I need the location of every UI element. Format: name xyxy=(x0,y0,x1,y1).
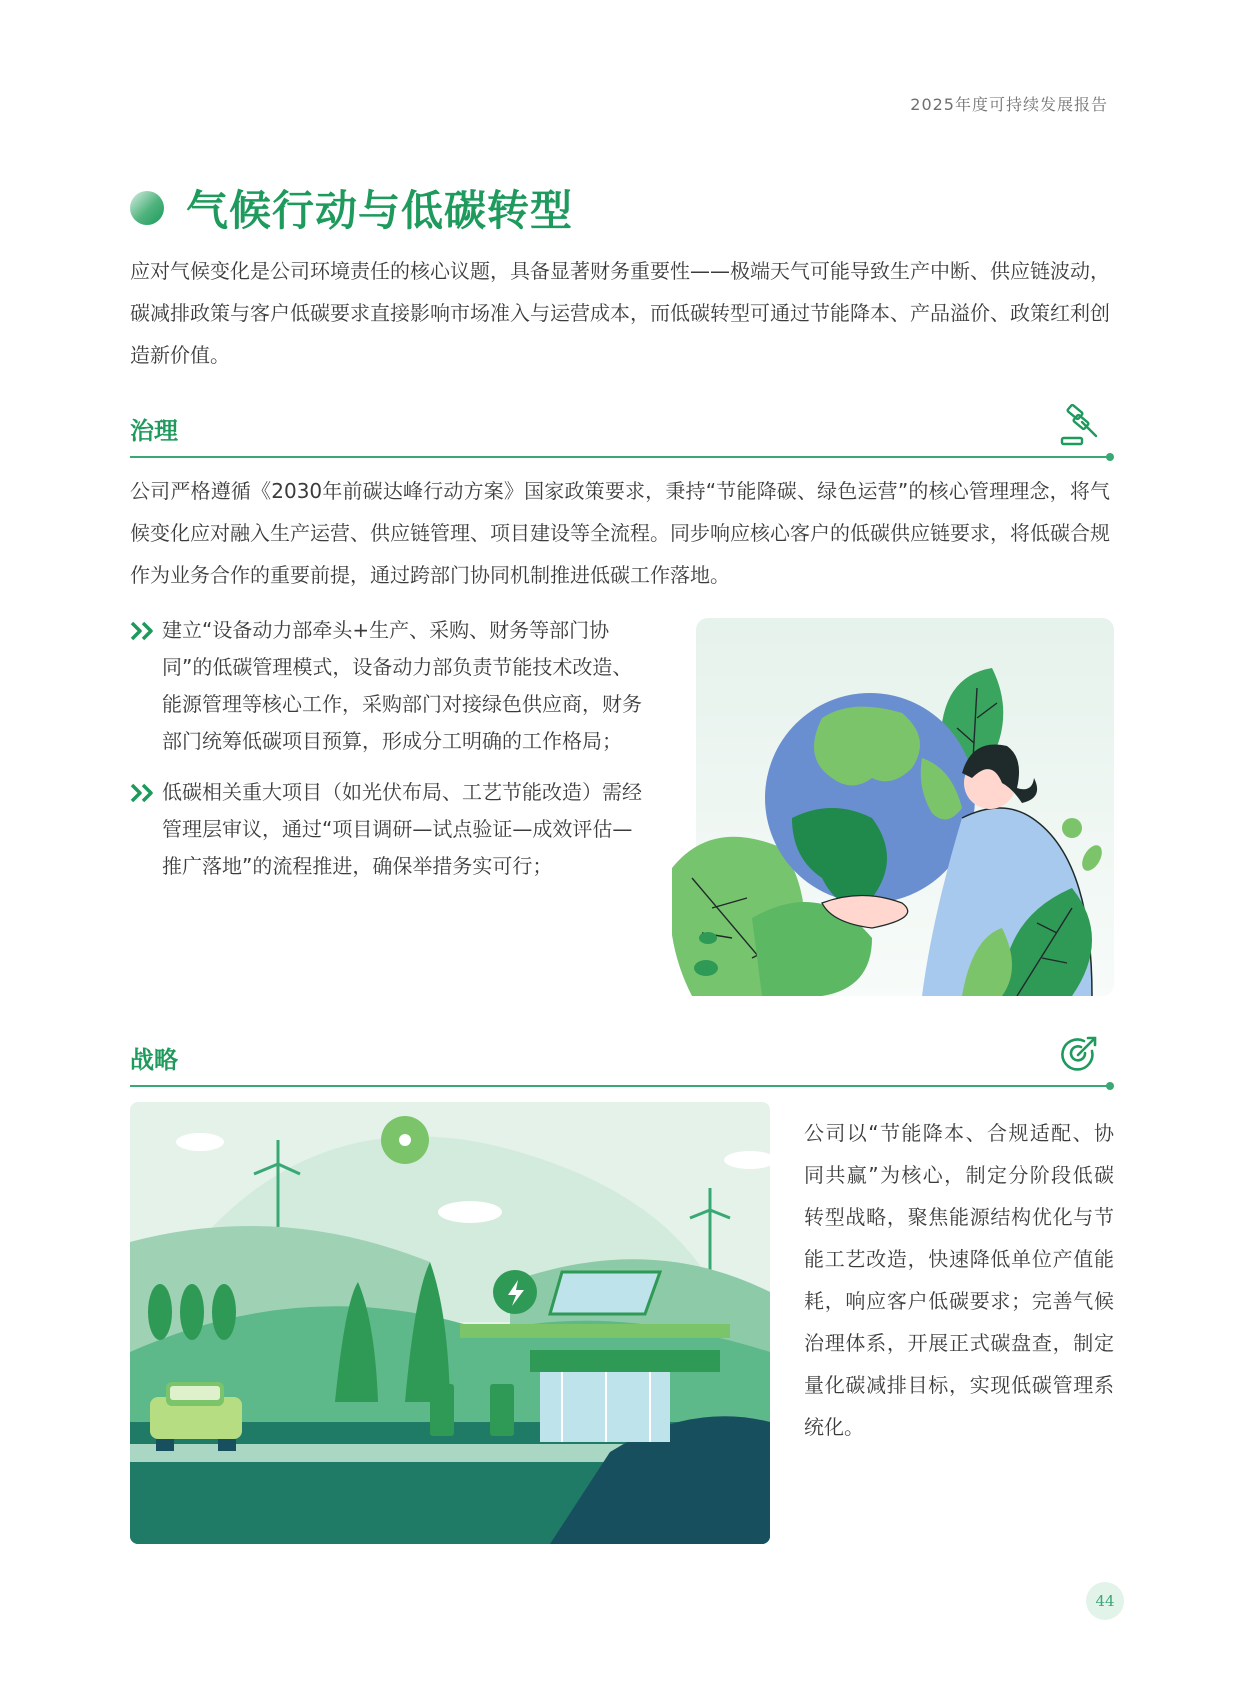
intro-paragraph: 应对气候变化是公司环境责任的核心议题，具备显著财务重要性——极端天气可能导致生产中断、供应链波动，碳减排政策与客户低碳要求直接影响市场准入与运营成本，而低碳转型可通过节能降本、产品溢价、政策红利创造新价值。 xyxy=(130,259,1110,367)
gavel-icon xyxy=(1058,404,1102,448)
strategy-heading: 战略 xyxy=(130,1046,178,1074)
double-chevron-icon xyxy=(130,621,156,641)
strategy-paragraph: 公司以“节能降本、合规适配、协同共赢”为核心，制定分阶段低碳转型战略，聚焦能源结构优化与节能工艺改造，快速降低单位产值能耗，响应客户低碳要求；完善气候治理体系，开展正式碳盘查，制定量化碳减排目标，实现低碳管理系统化。 xyxy=(804,1121,1114,1439)
target-icon xyxy=(1058,1033,1102,1077)
globe-person-illustration xyxy=(672,618,1114,996)
strategy-section-header xyxy=(130,1037,1110,1087)
list-item xyxy=(130,612,650,760)
title-dot-icon xyxy=(130,191,164,225)
report-header: 2025年度可持续发展报告 xyxy=(910,95,1108,114)
title-row xyxy=(130,178,573,238)
page-number: 44 xyxy=(1086,1582,1124,1620)
bullet-text: 建立“设备动力部牵头+生产、采购、财务等部门协同”的低碳管理模式，设备动力部负责节能技术改造、能源管理等核心工作，采购部门对接绿色供应商，财务部门统筹低碳项目预算，形成分工明确的工作格局； xyxy=(162,618,642,753)
charging-station-illustration xyxy=(130,1102,770,1544)
governance-heading: 治理 xyxy=(130,417,178,445)
governance-paragraph: 公司严格遵循《2030年前碳达峰行动方案》国家政策要求，秉持“节能降碳、绿色运营”的核心管理理念，将气候变化应对融入生产运营、供应链管理、项目建设等全流程。同步响应核心客户的低碳供应链要求，将低碳合规作为业务合作的重要前提，通过跨部门协同机制推进低碳工作落地。 xyxy=(130,479,1110,587)
list-item xyxy=(130,774,650,885)
governance-section-header xyxy=(130,408,1110,458)
page-title: 气候行动与低碳转型 xyxy=(186,186,574,235)
bullet-text: 低碳相关重大项目（如光伏布局、工艺节能改造）需经管理层审议，通过“项目调研—试点验证—成效评估—推广落地”的流程推进，确保举措务实可行； xyxy=(162,780,642,878)
governance-bullet-list xyxy=(130,612,650,899)
double-chevron-icon xyxy=(130,783,156,803)
